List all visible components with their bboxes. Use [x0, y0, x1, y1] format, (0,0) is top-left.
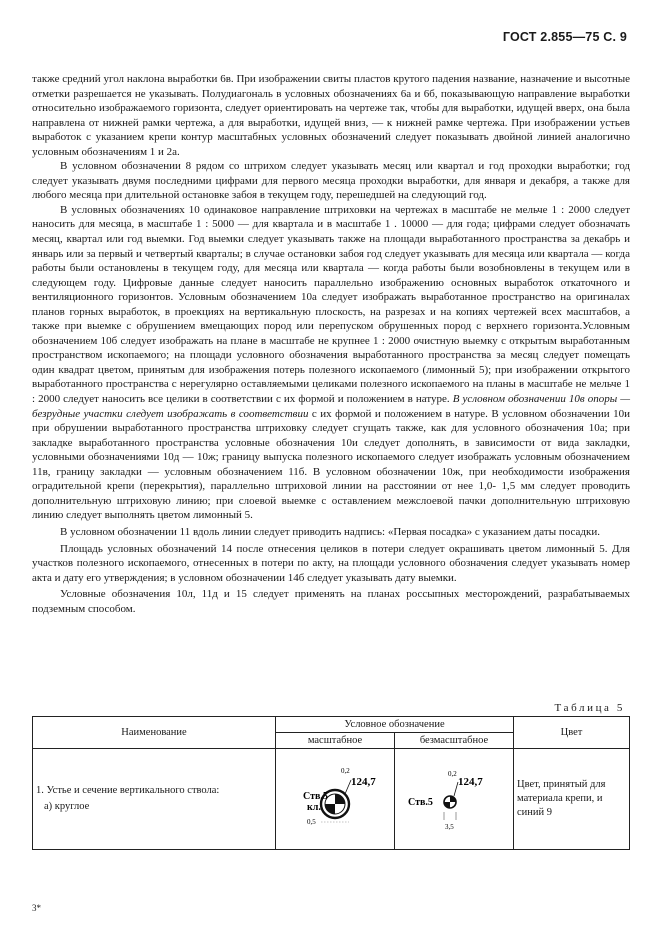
shaft-quadrant-fill	[335, 794, 345, 804]
scale-symbol-cell	[276, 749, 395, 850]
table-row	[33, 749, 630, 850]
paragraph: Условные обозначения 10л, 11д и 15 следует применять на планах россыпных месторождений, разрабатываемых подземным способом.	[32, 588, 630, 615]
header-color: Цвет	[514, 717, 630, 749]
body-text	[32, 72, 630, 616]
elevation-label: 124,7	[351, 775, 376, 788]
page-header: ГОСТ 2.855—75 С. 9	[502, 30, 627, 44]
row-color-cell	[514, 749, 630, 850]
shaft-quadrant-fill	[325, 804, 335, 814]
shaft-scale-symbol	[279, 754, 387, 842]
dimension-top: 0,2	[448, 769, 457, 778]
header-name: Наименование	[33, 717, 276, 749]
row-name-cell	[33, 749, 276, 850]
header-symbol: Условное обозначение	[276, 717, 514, 733]
paragraph: Площадь условных обозначений 14 после отнесения целиков в потери следует окрашивать цветом лимонный 5. Для участков полезного ископаемого, отнесенных в потери по акту, на площади условного обозначения следует указывать номер акта и дату его утверждения; в условном обозначении 14б следует указывать дату выемки.	[32, 542, 630, 584]
footer-signature-mark: 3*	[32, 903, 41, 913]
symbols-table	[32, 716, 630, 850]
row-color-text: Цвет, принятый для материала крепи, и синий 9	[517, 779, 606, 818]
shaft-label: Ств.5	[408, 796, 433, 808]
paragraph	[32, 203, 630, 523]
paragraph-part: В условных обозначениях 10 одинаковое направление штриховки на чертежах в масштабе не мельче 1 : 2000 следует наносить для месяца, в масштабе 1 : 5000 — для квартала и в масштабе 1 . 10000 — для года; цифрами следует обозначать месяц, квартал или год выемки. Год выемки следует указывать также на площади выработанного пространства за декабрь и январь или за первый и четвертый кварталы; в случае остановки забоя год следует указывать для месяца или квартала — когда работы были остановлены в текущем году, для месяца или квартала — когда работы были возобновлены в текущем или в следующем году. Цифровые данные следует наносить параллельно изображению основных выработок откаточного и вентиляционного горизонтов. Условным обозначением 10а следует изображать выработанное пространство на оригиналах планов горных выработок, в проекциях на вертикальную плоскость, на разрезах и на копиях чертежей всех масштабов, а также при выемке с обрушением вмещающих пород или перепуском обрушенных пород с верхнего горизонта.Условным обозначением 10б следует изображать на плане в масштабе не крупнее 1 : 2000 очистную выемку с открытым выработанным пространством ископаемого; на площади условного обозначения выработанного пространства за месяц следует помещать один квадрат цветом, принятым для изображения потерь полезного ископаемого (лимонный 5); при изображении открытого выработанного пространства с нерегулярно оставляемыми целиками полезного ископаемого на планы в масштабе не мельче 1 : 2000 следует наносить все целики в соответствии с их формой и положением в натуре.	[32, 203, 630, 406]
paragraph: В условном обозначении 11 вдоль линии следует приводить надпись: «Первая посадка» с указанием даты посадки.	[60, 525, 600, 538]
shaft-noscale-symbol	[398, 754, 506, 842]
noscale-symbol-cell	[395, 749, 514, 850]
shaft-label: Ств.5	[303, 790, 328, 802]
elevation-label: 124,7	[458, 775, 483, 788]
paragraph: В условном обозначении 8 рядом со штрихом следует указывать месяц или квартал и год проходки выработки; год следует указывать двумя последними цифрами для первого месяца проходки выработки, для января и декабря, а также для любого месяца при длительной остановке забоя в текущем году, перешедшей на следующий год.	[32, 160, 630, 202]
shaft-quadrant-fill	[444, 802, 450, 808]
table-caption: Таблица 5	[554, 702, 625, 714]
paragraph-part: с их формой и положением в натуре. В условном обозначении 10и при обрушении выработанного пространства штриховку следует сгущать также, как для условного обозначения 10а; при закладке выработанного пространства условные обозначения 10и следует дополнять, в зависимости от вида закладки, условными обозначениями 10д — 10ж; границу выпуска полезного ископаемого следует изображать условным обозначением 11в, границу закладки — условным обозначением 11б. В условном обозначении 10ж, при необходимости изображения оградительной крепи (перекрытия), параллельно штриховой линии на расстоянии от нее 1,0- 1,5 мм следует проводить дополнительную штриховую линию; при слоевой выемке с оставлением межслоевой пачки дополнительную штриховую линию следует выполнять цветом лимонный 5.	[32, 407, 630, 522]
row-name-line1: 1. Устье и сечение вертикального ствола:	[36, 785, 220, 796]
shaft-quadrant-fill	[450, 796, 456, 802]
row-name-line2: а) круглое	[44, 801, 90, 812]
paragraph-italic: В условном обозначении 10в опоры — безрудные участки следует изображать в соответствии	[32, 393, 630, 420]
dimension-bottom: 3,5	[445, 822, 454, 831]
paragraph: также средний угол наклона выработки 6в. При изображении свиты пластов крутого падения название, назначение и высотные отметки разрешается не указывать. Полудиагональ в условных обозначениях 6а и 6б, показывающую направление выработки относительно изображаемого горизонта, следует ориентировать на чертеже так, чтобы для выработки, идущей вверх, она была направлена от нижней рамки чертежа, а для выработки, идущей вниз, — к нижней рамке чертежа. При изображении устьев выработок с указанием крепи контур масштабных условных обозначений следует показывать двойной линией аналогично условным обозначениям 1 и 2а.	[32, 73, 630, 158]
shaft-sublabel: кл.	[307, 801, 321, 813]
header-scale: масштабное	[276, 733, 395, 749]
dimension-bottom: 0,5	[307, 817, 316, 826]
header-noscale: безмасштабное	[395, 733, 514, 749]
dimension-top: 0,2	[341, 766, 350, 775]
